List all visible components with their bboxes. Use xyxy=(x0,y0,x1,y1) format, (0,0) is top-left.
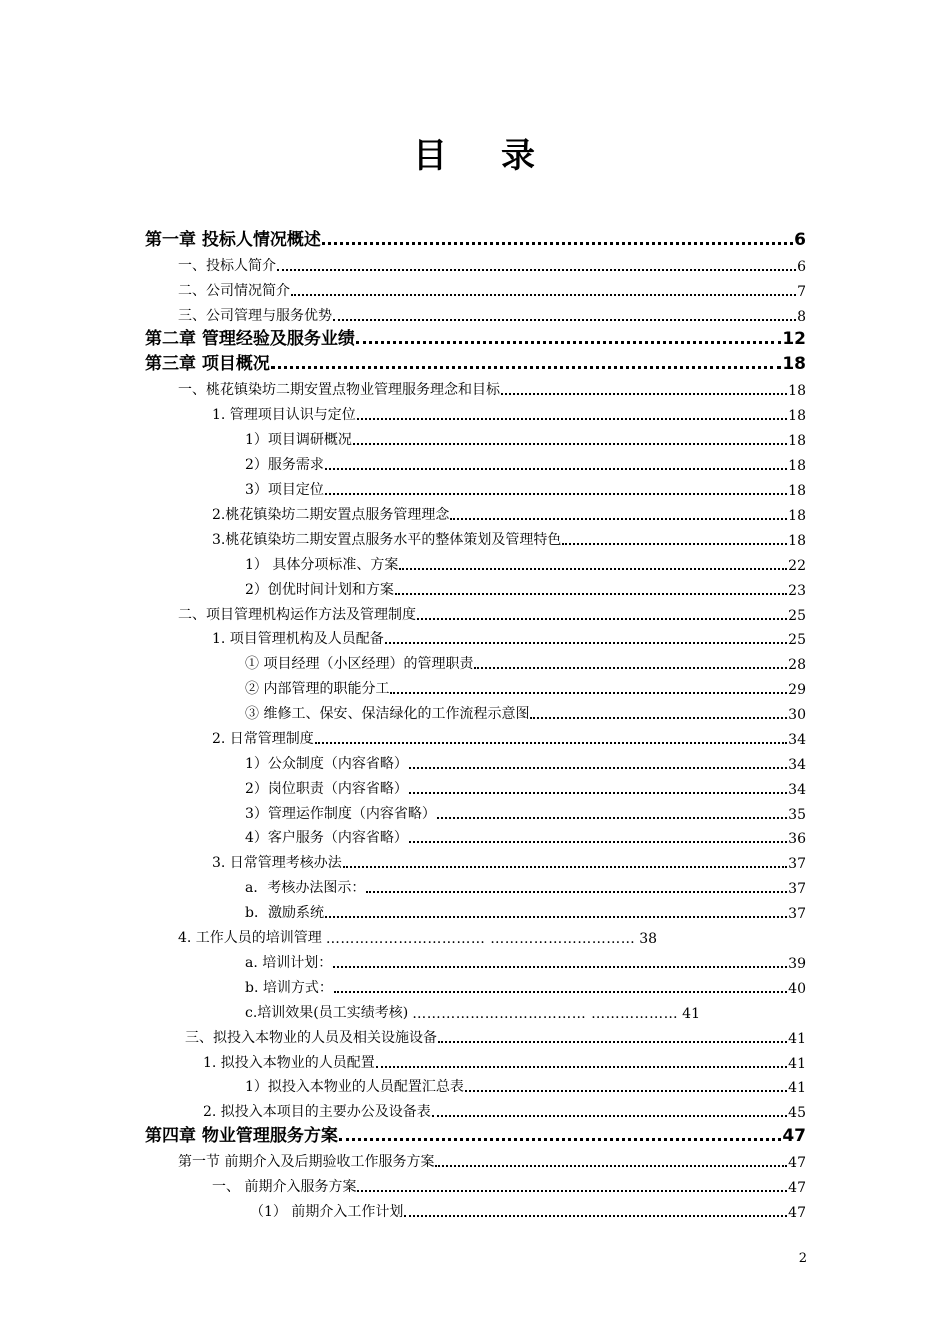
toc-entry-page: 36 xyxy=(788,831,806,847)
toc-entry xyxy=(212,399,806,424)
toc-dot-leader xyxy=(366,891,787,893)
toc-entry xyxy=(245,549,806,574)
toc-dot-leader xyxy=(315,742,787,744)
toc-entry-title: 3.桃花镇染坊二期安置点服务水平的整体策划及管理特色 xyxy=(212,532,562,548)
toc-entry xyxy=(245,972,806,997)
toc-dot-leader xyxy=(271,366,781,369)
toc-chapter-entry xyxy=(145,324,806,349)
toc-entry-page: 28 xyxy=(788,657,806,673)
toc-entry-title: 4. 工作人员的培训管理 xyxy=(178,930,322,946)
toc-entry-title: ① 项目经理（小区经理）的管理职责 xyxy=(245,656,474,672)
toc-entry-title: 2.桃花镇染坊二期安置点服务管理理念 xyxy=(212,507,450,523)
toc-entry-title: 3）项目定位 xyxy=(245,482,324,498)
toc-chapter-entry xyxy=(145,349,806,374)
toc-dot-leader xyxy=(409,767,787,769)
toc-entry-title: 三、公司管理与服务优势 xyxy=(178,308,332,324)
toc-entry xyxy=(212,623,806,648)
toc-entry xyxy=(245,872,806,897)
toc-dot-leader xyxy=(399,568,787,570)
toc-entry-page: 38 xyxy=(639,931,658,947)
toc-dot-leader xyxy=(432,1115,787,1117)
toc-entry xyxy=(245,698,806,723)
toc-entry-title: ② 内部管理的职能分工 xyxy=(245,681,390,697)
toc-dot-leader xyxy=(277,269,796,271)
toc-entry xyxy=(185,1022,806,1047)
toc-dot-leader xyxy=(435,1165,787,1167)
toc-entry xyxy=(245,947,806,972)
toc-entry-page: 18 xyxy=(788,383,806,399)
toc-entry-title: 1）项目调研概况 xyxy=(245,432,352,448)
toc-entry xyxy=(245,574,806,599)
toc-title-char-2: 录 xyxy=(501,136,537,176)
toc-entry-title: 1） 具体分项标准、方案 xyxy=(245,557,399,573)
toc-entry-leader: …………………………… ………………………… xyxy=(325,931,636,947)
toc-entry xyxy=(178,250,806,275)
toc-entry-page: 18 xyxy=(788,483,806,499)
toc-entry-title: 2. 拟投入本项目的主要办公及设备表 xyxy=(203,1104,431,1120)
toc-entry xyxy=(245,449,806,474)
toc-dot-leader xyxy=(474,667,787,669)
toc-entry-page: 47 xyxy=(788,1155,806,1171)
toc-dot-leader xyxy=(333,319,796,321)
toc-dot-leader xyxy=(465,1090,787,1092)
toc-entry-page: 18 xyxy=(788,533,806,549)
toc-entry xyxy=(212,1171,806,1196)
toc-entry-page: 47 xyxy=(788,1205,806,1221)
toc-entry-page: 47 xyxy=(782,1126,806,1146)
toc-entry-title: a．考核办法图示： xyxy=(245,880,366,896)
toc-entry xyxy=(245,1071,806,1096)
toc-entry-page: 37 xyxy=(788,906,806,922)
toc-entry-title: 第四章 物业管理服务方案 xyxy=(145,1126,338,1146)
toc-entry-page: 18 xyxy=(788,458,806,474)
toc-entry-title: 二、公司情况简介 xyxy=(178,283,290,299)
toc-entry-page: 23 xyxy=(788,583,806,599)
toc-dot-leader xyxy=(325,916,787,918)
toc-chapter-entry xyxy=(145,225,806,250)
toc-entry xyxy=(250,1196,806,1221)
toc-entry-page: 34 xyxy=(788,782,806,798)
toc-entry-title: （1） 前期介入工作计划 xyxy=(250,1204,404,1220)
toc-entry-title: 3. 日常管理考核办法 xyxy=(212,855,342,871)
toc-title-char-1: 目 xyxy=(413,136,449,176)
toc-dot-leader xyxy=(395,593,787,595)
toc-entry-page: 30 xyxy=(788,707,806,723)
toc-entry-title: 1）公众制度（内容省略） xyxy=(245,756,408,772)
toc-entry-page: 35 xyxy=(788,807,806,823)
toc-dot-leader xyxy=(334,991,787,993)
toc-entry-page: 37 xyxy=(788,856,806,872)
toc-dot-leader xyxy=(356,341,781,344)
toc-entry-title: b. 培训方式： xyxy=(245,980,333,996)
toc-dot-leader xyxy=(325,468,787,470)
toc-entry xyxy=(212,524,806,549)
toc-dot-leader xyxy=(322,242,793,245)
toc-dot-leader xyxy=(409,841,787,843)
toc-dot-leader xyxy=(333,966,787,968)
toc-entry xyxy=(178,922,806,947)
toc-entry-title: 3）管理运作制度（内容省略） xyxy=(245,806,436,822)
toc-entry-title: 第三章 项目概况 xyxy=(145,354,270,374)
toc-entry-title: 第二章 管理经验及服务业绩 xyxy=(145,329,355,349)
toc-chapter-entry xyxy=(145,1121,806,1146)
toc-dot-leader xyxy=(390,692,787,694)
toc-entry-title: 第一章 投标人情况概述 xyxy=(145,230,321,250)
toc-dot-leader xyxy=(291,294,796,296)
toc-dot-leader xyxy=(376,1066,787,1068)
toc-entry-page: 45 xyxy=(788,1105,806,1121)
toc-entry-title: 1. 拟投入本物业的人员配置 xyxy=(203,1055,375,1071)
toc-entry-page: 6 xyxy=(794,230,806,250)
toc-entry-title: 2）创优时间计划和方案 xyxy=(245,582,394,598)
toc-entry-page: 39 xyxy=(788,956,806,972)
toc-entry-page: 47 xyxy=(788,1180,806,1196)
toc-entry-title: 1）拟投入本物业的人员配置汇总表 xyxy=(245,1079,464,1095)
toc-dot-leader xyxy=(450,518,787,520)
toc-dot-leader xyxy=(339,1138,781,1141)
toc-entry-title: 2. 日常管理制度 xyxy=(212,731,314,747)
toc-entry xyxy=(178,599,806,624)
toc-entry-title: a. 培训计划： xyxy=(245,955,333,971)
toc-entry-page: 8 xyxy=(797,309,806,325)
toc-entry-page: 41 xyxy=(682,1006,700,1022)
toc-entry-page: 18 xyxy=(788,408,806,424)
toc-entry-title: 一、桃花镇染坊二期安置点物业管理服务理念和目标 xyxy=(178,382,500,398)
toc-entry-title: 三、拟投入本物业的人员及相关设施设备 xyxy=(185,1030,437,1046)
toc-entry-page: 18 xyxy=(782,354,806,374)
toc-entry xyxy=(203,1047,806,1072)
toc-entry xyxy=(245,474,806,499)
toc-entry xyxy=(245,897,806,922)
toc-entry-page: 18 xyxy=(788,433,806,449)
toc-entry xyxy=(245,822,806,847)
toc-entry-title: c.培训效果(员工实绩考核) xyxy=(245,1005,409,1021)
toc-entry-page: 41 xyxy=(788,1031,806,1047)
toc-entry xyxy=(245,997,806,1022)
toc-dot-leader xyxy=(357,418,787,420)
toc-dot-leader xyxy=(437,817,787,819)
page-number: 2 xyxy=(798,1251,807,1266)
toc-entry-page: 40 xyxy=(788,981,806,997)
toc-entry xyxy=(245,798,806,823)
toc-dot-leader xyxy=(353,443,787,445)
toc-entry xyxy=(212,499,806,524)
toc-entry-page: 37 xyxy=(788,881,806,897)
toc-entry-page: 12 xyxy=(782,329,806,349)
toc-entry-page: 6 xyxy=(797,259,806,275)
toc-dot-leader xyxy=(357,1190,787,1192)
toc-dot-leader xyxy=(409,792,787,794)
toc-dot-leader xyxy=(530,717,787,719)
toc-entry-page: 25 xyxy=(788,608,806,624)
toc-entry xyxy=(178,374,806,399)
toc-dot-leader xyxy=(562,543,787,545)
toc-entry-leader: ……………………………… ……………… xyxy=(412,1006,679,1022)
toc-entry xyxy=(245,424,806,449)
toc-dot-leader xyxy=(417,618,787,620)
toc-entry xyxy=(245,773,806,798)
toc-entry xyxy=(245,648,806,673)
toc-dot-leader xyxy=(438,1041,787,1043)
toc-entry-title: ③ 维修工、保安、保洁绿化的工作流程示意图 xyxy=(245,706,530,722)
toc-dot-leader xyxy=(501,393,787,395)
toc-entry-title: 2）服务需求 xyxy=(245,457,324,473)
toc-entry-title: 4）客户服务（内容省略） xyxy=(245,830,408,846)
toc-entry-title: 一、 前期介入服务方案 xyxy=(212,1179,357,1195)
toc-entry-page: 25 xyxy=(788,632,806,648)
toc-dot-leader xyxy=(404,1215,787,1217)
toc-entry-title: 1. 管理项目认识与定位 xyxy=(212,407,356,423)
toc-entry-page: 34 xyxy=(788,732,806,748)
toc-entry xyxy=(178,300,806,325)
toc-entry xyxy=(212,847,806,872)
toc-entry-title: 第一节 前期介入及后期验收工作服务方案 xyxy=(178,1154,435,1170)
toc-dot-leader xyxy=(385,642,787,644)
toc-entry xyxy=(203,1096,806,1121)
toc-entry-page: 34 xyxy=(788,757,806,773)
toc-entry-page: 22 xyxy=(788,558,806,574)
toc-entry-title: b．激励系统 xyxy=(245,905,324,921)
toc-dot-leader xyxy=(325,493,787,495)
toc-entry-page: 41 xyxy=(788,1080,806,1096)
toc-entry xyxy=(178,275,806,300)
toc-entry xyxy=(245,748,806,773)
toc-entry-title: 2）岗位职责（内容省略） xyxy=(245,781,408,797)
toc-entry-title: 1. 项目管理机构及人员配备 xyxy=(212,631,384,647)
toc-entry xyxy=(212,723,806,748)
toc-title xyxy=(0,128,950,177)
toc-entry xyxy=(178,1146,806,1171)
toc-entry xyxy=(245,673,806,698)
toc-dot-leader xyxy=(343,866,787,868)
toc-entry-page: 41 xyxy=(788,1056,806,1072)
toc-entry-page: 18 xyxy=(788,508,806,524)
toc-entry-title: 一、投标人简介 xyxy=(178,258,276,274)
toc-entry-page: 7 xyxy=(797,284,806,300)
toc-entry-page: 29 xyxy=(788,682,806,698)
toc-entry-title: 二、项目管理机构运作方法及管理制度 xyxy=(178,607,416,623)
